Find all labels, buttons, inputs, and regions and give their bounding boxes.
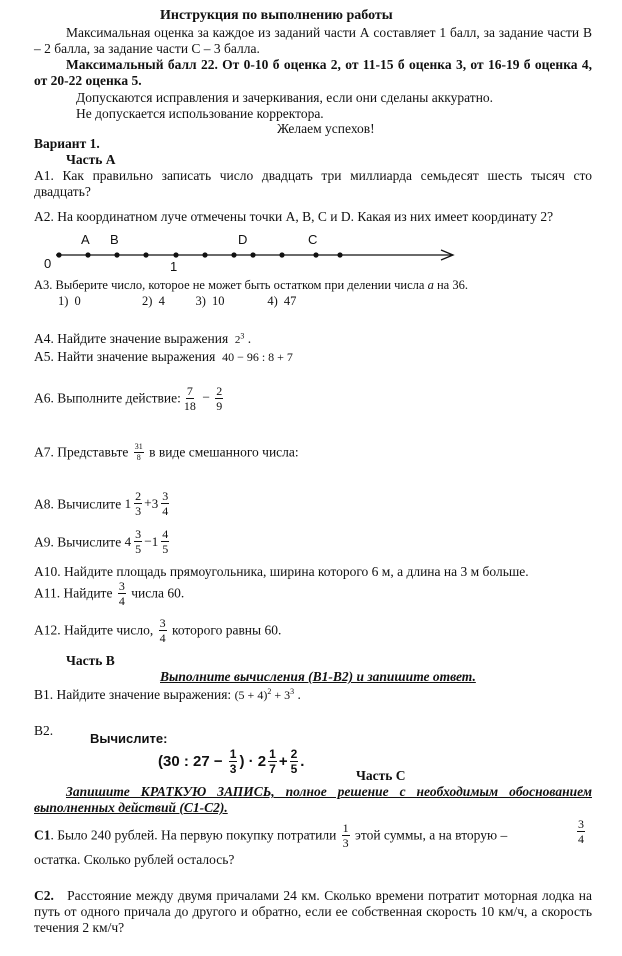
task-b2: В2. <box>34 723 54 738</box>
point-label-a: А <box>81 232 90 247</box>
point-label-d: D <box>238 232 248 247</box>
task-b2-expression: (30 : 27 − $\frac{1}{3}$ ) · 2 $\frac{1}{7}$ + $\frac{2}{5}$ . <box>158 747 305 776</box>
instructions-scoring: Максимальная оценка за каждое из заданий части А составляет 1 балл, за задание части В – 2 балла, за задание части С – 3 балла. <box>34 25 592 56</box>
task-a12: А12. Найдите число, $\frac{3}{4}$ которого равны 60. <box>34 616 282 645</box>
task-a3: А3. Выберите число, которое не может быть остатком при делении числа а на 36. <box>34 278 468 292</box>
task-b2-heading: Вычислите: <box>90 731 168 746</box>
task-a11: А11. Найдите $\frac{3}{4}$ числа 60. <box>34 579 185 608</box>
instructions-corrections: Допускаются исправления и зачеркивания, если они сделаны аккуратно. <box>76 90 494 105</box>
instructions-good-luck: Желаем успехов! <box>277 121 375 136</box>
part-c-title: Часть С <box>356 768 406 783</box>
variant-title: Вариант 1. <box>34 136 100 151</box>
task-c1-end: остатка. Сколько рублей осталось? <box>34 852 235 867</box>
point-label-b: В <box>110 232 119 247</box>
task-a10: А10. Найдите площадь прямоугольника, ширина которого 6 м, а длина на 3 м больше. <box>34 564 529 579</box>
point-label-c: С <box>308 232 318 247</box>
part-b-heading: Выполните вычисления (В1-В2) и запишите ответ. <box>160 669 476 684</box>
task-a1: А1. Как правильно записать число двадцать три миллиарда семьдесят шесть тысяч сто двадцать? <box>34 168 592 199</box>
task-a9: А9. Вычислите 4 $\frac{3}{5}$ − 1 $\frac{4}{5}$ <box>34 527 169 556</box>
task-a3-options: 1) 0 2) 4 3) 10 4) 47 <box>58 294 297 308</box>
instructions-title: Инструкция по выполнению работы <box>160 8 393 23</box>
task-a6: А6. Выполните действие: $\frac{7}{18}$ − $\frac{2}{9}$ <box>34 384 223 413</box>
task-c1: С1. Было 240 рублей. На первую покупку потратили $\frac{1}{3}$ этой суммы, а на вторую – <box>34 821 508 850</box>
task-b1: В1. Найдите значение выражения: $(5 + 4)^2 + 3^3$ . <box>34 687 301 702</box>
task-c2: С2. Расстояние между двумя причалами 24 км. Сколько времени потратит моторная лодка на путь от одного причала до другого и обратно, если ее собственная скорость 10 км/ч, а скорость течения 2 км/ч? <box>34 888 592 935</box>
part-b-title: Часть В <box>66 653 115 668</box>
task-a4: А4. Найдите значение выражения $2^3$ . <box>34 331 252 346</box>
task-a7: А7. Представьте $\frac{31}{8}$ в виде смешанного числа: <box>34 442 299 462</box>
ray-zero-label: 0 <box>44 256 52 271</box>
part-c-heading: Запишите КРАТКУЮ ЗАПИСЬ, полное решение с необходимым обоснованием выполненных действий (С1-С2). <box>34 784 592 815</box>
task-a5: А5. Найти значение выражения 40 − 96 : 8 + 7 <box>34 349 293 364</box>
instructions-grading: Максимальный балл 22. От 0-10 б оценка 2, от 11-15 б оценка 3, от 16-19 б оценка 4, от 20-22 оценка 5. <box>34 57 592 88</box>
coordinate-ray <box>36 230 466 274</box>
ray-one-label: 1 <box>170 259 178 274</box>
instructions-no-corrector: Не допускается использование корректора. <box>76 106 324 121</box>
task-c1-fraction: $\frac{3}{4}$ <box>578 817 584 846</box>
task-a2: А2. На координатном луче отмечены точки А, В, С и D. Какая из них имеет координату 2? <box>34 209 554 224</box>
part-a-title: Часть А <box>66 152 116 167</box>
task-a8: А8. Вычислите 1 $\frac{2}{3}$ + 3 $\frac{3}{4}$ <box>34 489 169 518</box>
